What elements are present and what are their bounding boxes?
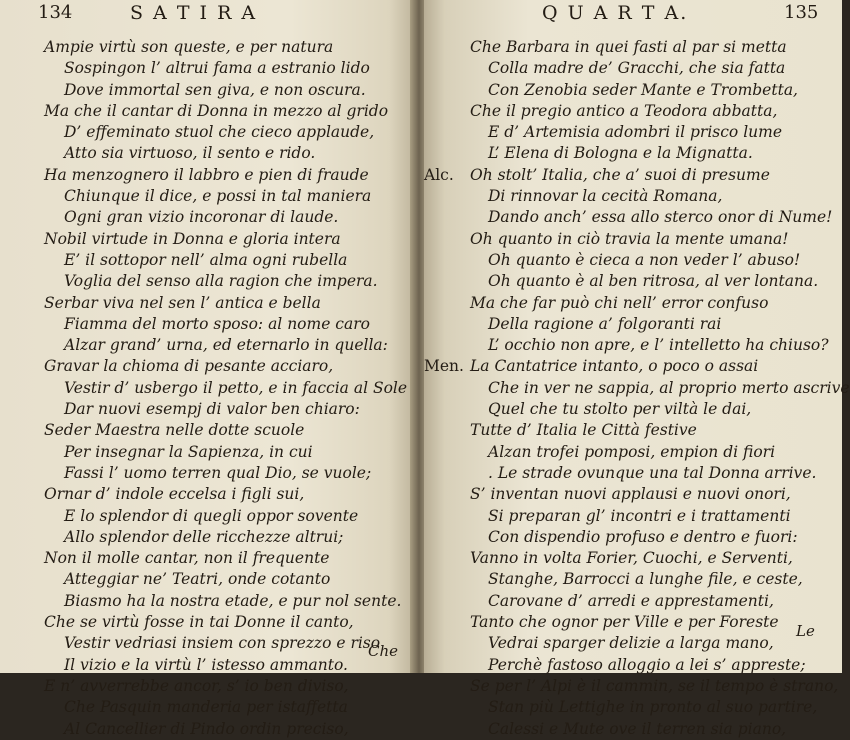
verse-line	[424, 122, 850, 143]
verse-line	[424, 527, 850, 548]
right-page	[424, 0, 850, 738]
verse-text: Oh quanto è cieca a non veder l’ abuso!	[488, 250, 801, 269]
left-page	[0, 0, 414, 738]
verse-text: Vedrai sparger delizie a larga mano,	[488, 634, 774, 653]
verse-line: Chiunque il dice, e possi in tal maniera	[64, 187, 372, 206]
verse-line: Che Pasquin manderia per istaffetta	[64, 698, 348, 717]
verse-line	[424, 569, 850, 590]
catchword: Le	[796, 622, 815, 640]
verse-line	[424, 719, 850, 740]
verse-line: Sospingon l’ altrui fama a estranio lido	[64, 59, 370, 78]
verse-line	[424, 591, 850, 612]
verse-line	[424, 676, 850, 697]
speaker-label: Men.	[424, 357, 464, 376]
verse-text: Perchè fastoso alloggio a lei s’ appreste;	[488, 655, 806, 674]
page-number: 134	[38, 2, 73, 23]
verse-line	[424, 612, 850, 633]
verse-line: Biasmo ha la nostra etade, e pur nol sente.	[64, 591, 402, 610]
verse-line	[424, 143, 850, 164]
verse-text: Che in ver ne sappia, al proprio merto ascrive	[488, 378, 850, 397]
verse-line: E n’ avverrebbe ancor, s’ io ben diviso,	[44, 676, 349, 695]
verse-line: Ampie virtù son queste, e per natura	[44, 38, 334, 56]
verse-line: Non il molle cantar, non il frequente	[44, 549, 330, 568]
speaker-label: Alc.	[424, 165, 454, 184]
verse-line	[424, 335, 850, 356]
verse-text: Che il pregio antico a Teodora abbatta,	[470, 101, 778, 120]
verse-text: Con dispendio profuso e dentro e fuori:	[488, 527, 798, 546]
verse-line: Per insegnar la Sapienza, in cui	[64, 442, 313, 461]
verse-line: D’ effeminato stuol che cieco applaude,	[64, 123, 375, 142]
verse-line: Ornar d’ indole eccelsa i figli sui,	[44, 485, 305, 504]
verse-line: Nobil virtude in Donna e gloria intera	[44, 229, 341, 248]
verse-line: E’ il sottopor nell’ alma ogni rubella	[64, 250, 348, 269]
verse-line	[424, 399, 850, 420]
verse-line	[424, 80, 850, 101]
verse-text: Quel che tu stolto per viltà le dai,	[488, 400, 752, 419]
verse-line: Atto sia virtuoso, il sento e rido.	[64, 144, 316, 163]
verse-line: Alzar grand’ urna, ed eternarlo in quella:	[64, 336, 388, 355]
verse-text: Calessi e Mute ove il terren sia piano,	[488, 719, 787, 738]
verse-line: Ma che il cantar di Donna in mezzo al grido	[44, 101, 389, 120]
verse-block	[424, 37, 850, 740]
verse-line	[424, 356, 850, 377]
verse-line	[424, 420, 850, 441]
verse-text: S’ inventan nuovi applausi e nuovi onori,	[470, 485, 791, 504]
verse-text: Ma che far può chi nell’ error confuso	[470, 293, 769, 312]
verse-line	[424, 101, 850, 122]
verse-block	[44, 37, 407, 740]
verse-line	[424, 229, 850, 250]
verse-line	[424, 293, 850, 314]
verse-line	[424, 58, 850, 79]
verse-line: Dar nuovi esempj di valor ben chiaro:	[64, 400, 360, 419]
catchword: Che	[368, 642, 399, 660]
verse-line	[424, 271, 850, 292]
verse-line: Che se virtù fosse in tai Donne il canto,	[44, 613, 354, 632]
verse-line	[424, 207, 850, 228]
running-header: Q U A R T A.	[542, 2, 689, 24]
verse-line: Gravar la chioma di pesante acciaro,	[44, 357, 334, 376]
verse-line	[424, 655, 850, 676]
page-number: 135	[784, 2, 819, 23]
verse-line	[424, 484, 850, 505]
verse-line	[424, 37, 850, 58]
verse-text: Carovane d’ arredi e apprestamenti,	[488, 591, 774, 610]
verse-line: Seder Maestra nelle dotte scuole	[44, 421, 305, 440]
verse-line	[424, 548, 850, 569]
verse-line	[424, 697, 850, 718]
verse-line: Allo splendor delle ricchezze altrui;	[64, 527, 344, 546]
verse-text: Della ragione a’ folgoranti rai	[488, 314, 722, 333]
verse-line	[424, 442, 850, 463]
verse-line: Vestir d’ usbergo il petto, e in faccia al Sole	[64, 378, 408, 397]
verse-text: Dando anch’ essa allo sterco onor di Nume!	[488, 208, 833, 227]
verse-text: Con Zenobia seder Mante e Trombetta,	[488, 80, 798, 99]
verse-text: L’ Elena di Bologna e la Mignatta.	[488, 144, 753, 163]
verse-line: Ogni gran vizio incoronar di laude.	[64, 208, 339, 227]
verse-line: Dove immortal sen giva, e non oscura.	[64, 80, 366, 99]
verse-line	[424, 633, 850, 654]
verse-text: Se per l’ Alpi è il cammin, se il tempo è strano,	[470, 676, 839, 695]
verse-line	[424, 165, 850, 186]
verse-line: Fiamma del morto sposo: al nome caro	[64, 314, 370, 333]
verse-line	[424, 250, 850, 271]
verse-line: E lo splendor di quegli oppor sovente	[64, 506, 359, 525]
verse-line: Atteggiar ne’ Teatri, onde cotanto	[64, 570, 331, 589]
verse-line: Il vizio e la virtù l’ istesso ammanto.	[64, 655, 348, 674]
verse-text: Tanto che ognor per Ville e per Foreste	[470, 613, 779, 632]
verse-line	[424, 463, 850, 484]
verse-text: Oh quanto in ciò travia la mente umana!	[470, 229, 789, 248]
verse-text: Stan più Lettighe in pronto al suo partire,	[488, 698, 818, 717]
verse-text: Stanghe, Barrocci a lunghe file, e ceste,	[488, 570, 803, 589]
verse-line	[424, 186, 850, 207]
verse-text: Oh stolt’ Italia, che a’ suoi di presume	[470, 165, 770, 184]
verse-line: Voglia del senso alla ragion che impera.	[64, 272, 378, 291]
verse-text: Che Barbara in quei fasti al par si metta	[470, 38, 787, 56]
verse-text: Vanno in volta Forier, Cuochi, e Serventi,	[470, 549, 793, 568]
verse-line	[424, 314, 850, 335]
verse-text: Oh quanto è al ben ritrosa, al ver lontana.	[488, 272, 819, 291]
verse-text: L’ occhio non apre, e l’ intelletto ha chiuso?	[488, 336, 829, 355]
verse-text: Si preparan gl’ incontri e i trattamenti	[488, 506, 791, 525]
verse-text: Tutte d’ Italia le Città festive	[470, 421, 697, 440]
verse-line: Fassi l’ uomo terren qual Dio, se vuole;	[64, 463, 372, 482]
verse-text: Alzan trofei pomposi, empion di fiori	[488, 442, 776, 461]
verse-text: . Le strade ovunque una tal Donna arrive.	[488, 463, 817, 482]
verse-text: E d’ Artemisia adombri il prisco lume	[488, 123, 783, 142]
running-header: S A T I R A	[130, 2, 258, 24]
verse-line	[424, 378, 850, 399]
verse-text: Colla madre de’ Gracchi, che sia fatta	[488, 59, 786, 78]
verse-line: Al Cancellier di Pindo ordin preciso,	[64, 719, 349, 738]
verse-text: La Cantatrice intanto, o poco o assai	[470, 357, 759, 376]
verse-line: Serbar viva nel sen l’ antica e bella	[44, 293, 321, 312]
verse-line: Vestir vedriasi insiem con sprezzo e riso	[64, 634, 381, 653]
verse-line: Ha menzognero il labbro e pien di fraude	[44, 165, 369, 184]
verse-line	[424, 506, 850, 527]
verse-text: Di rinnovar la cecità Romana,	[488, 187, 723, 206]
